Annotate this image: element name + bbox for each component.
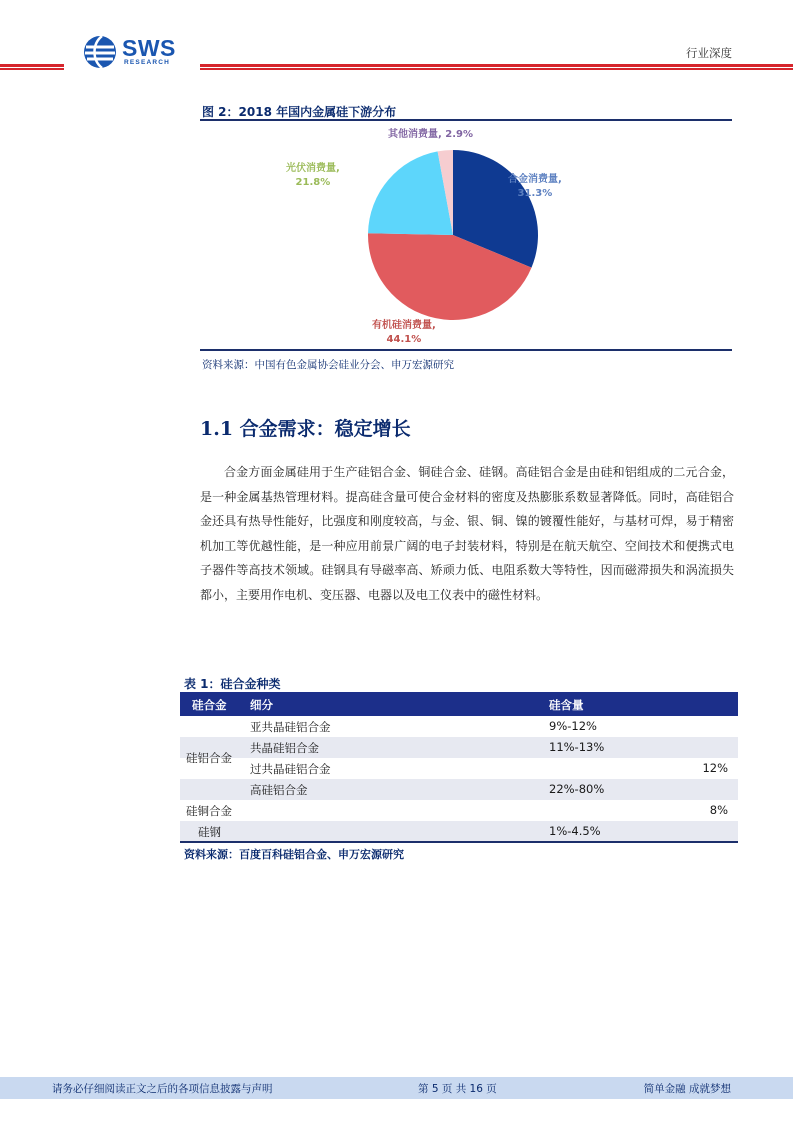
pie-label-alloy-name: 合金消费量 <box>508 174 558 185</box>
pie-label-silicone: 有机硅消费量, 44.1% <box>372 320 436 345</box>
figure-bottom-rule <box>200 349 732 351</box>
table-cell-content: 22%-80% <box>549 782 605 796</box>
section-title: 1.1 合金需求：稳定增长 <box>200 418 411 440</box>
table-row <box>180 821 738 842</box>
table-cell-content: 11%-13% <box>549 740 605 754</box>
logo-text: SWS <box>122 35 176 61</box>
table-row <box>180 716 738 737</box>
report-category: 行业深度 <box>686 46 732 60</box>
sws-logo <box>82 34 192 70</box>
table-merged-cell-al-si: 硅铝合金 <box>186 751 232 765</box>
table-source: 资料来源：百度百科硅铝合金、申万宏源研究 <box>184 848 404 861</box>
table-cell-content: 12% <box>702 761 728 775</box>
pie-chart <box>200 120 732 348</box>
table-cell-alloy: 硅钢 <box>198 825 221 839</box>
table-header-alloy: 硅合金 <box>192 698 227 712</box>
alloy-table <box>180 692 738 842</box>
pie-label-alloy-value: 31.3% <box>517 188 553 199</box>
figure-source: 资料来源：中国有色金属协会硅业分会、申万宏源研究 <box>202 359 454 371</box>
footer-page-number: 第 5 页 共 16 页 <box>418 1083 497 1095</box>
footer-slogan: 简单金融 成就梦想 <box>643 1083 731 1095</box>
table-cell-content: 1%-4.5% <box>549 824 601 838</box>
table-cell-subtype: 亚共晶硅铝合金 <box>250 720 331 734</box>
pie-label-other-name: 其他消费量 <box>388 129 438 140</box>
header-rule-left-thin <box>0 68 64 70</box>
table-bottom-rule <box>180 841 738 843</box>
body-paragraph: 合金方面金属硅用于生产硅铝合金、铜硅合金、硅钢。高硅铝合金是由硅和铝组成的二元合金，是一种金属基热管理材料。提高硅含量可使合金材料的密度及热膨胀系数显著降低。同时，高硅铝合金还具有热导性能好，比强度和刚度较高，与金、银、铜、镍的镀覆性能好，与基材可焊，易于精密机加工等优越性能，是一种应用前景广阔的电子封装材料，特别是在航天航空、空间技术和便携式电子器件等高技术领域。硅钢具有导磁率高、矫顽力低、电阻系数大等特性，因而磁滞损失和涡流损失都小，主要用作电机、变压器、电器以及电工仪表中的磁性材料。 <box>200 465 734 602</box>
table-header-row <box>180 692 738 716</box>
footer-disclaimer: 请务必仔细阅读正文之后的各项信息披露与声明 <box>52 1083 273 1095</box>
table-title: 表 1：硅合金种类 <box>184 677 281 691</box>
table-row <box>180 800 738 821</box>
pie-label-alloy: 合金消费量, 31.3% <box>508 174 562 199</box>
table-cell-subtype: 高硅铝合金 <box>250 783 308 797</box>
table-cell-content: 9%-12% <box>549 719 597 733</box>
table-row <box>180 758 738 779</box>
logo-globe-icon <box>82 34 120 70</box>
table-header-si-content: 硅含量 <box>549 698 584 712</box>
pie-label-pv-name: 光伏消费量 <box>286 163 336 174</box>
table-cell-subtype: 共晶硅铝合金 <box>250 741 319 755</box>
pie-label-pv: 光伏消费量, 21.8% <box>286 163 340 188</box>
header-rule-right-thin <box>200 68 793 70</box>
table-header-subtype: 细分 <box>250 698 273 712</box>
logo-subtitle: RESEARCH <box>124 59 171 66</box>
table-row <box>180 737 738 758</box>
table-row <box>180 779 738 800</box>
page-footer <box>0 1077 793 1099</box>
figure-title: 图 2：2018 年国内金属硅下游分布 <box>202 105 397 119</box>
pie-label-silicone-value: 44.1% <box>386 334 422 345</box>
table-cell-subtype: 过共晶硅铝合金 <box>250 762 331 776</box>
header-rule-right <box>200 64 793 67</box>
pie-label-other-value: 2.9% <box>445 129 474 140</box>
table-cell-alloy: 硅铜合金 <box>186 804 232 818</box>
table-cell-content: 8% <box>709 803 728 817</box>
header-rule-left <box>0 64 64 67</box>
pie-label-other: 其他消费量, 2.9% <box>388 129 474 140</box>
pie-label-pv-value: 21.8% <box>295 177 331 188</box>
pie-label-silicone-name: 有机硅消费量 <box>372 320 432 331</box>
